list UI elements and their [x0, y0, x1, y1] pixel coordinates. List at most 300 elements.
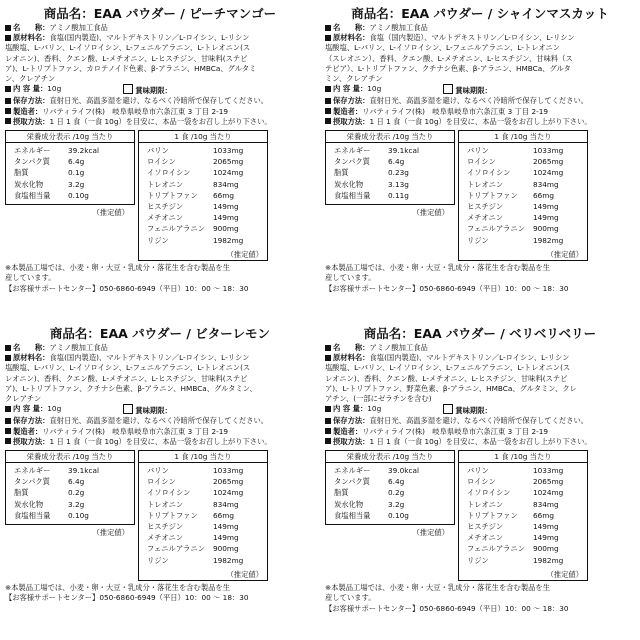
nutrition-row	[334, 476, 448, 487]
tables-row	[325, 130, 635, 261]
footer-line: 産しています。	[5, 273, 56, 283]
amino-header: 1 食 /10g 当たり	[139, 451, 267, 463]
nutrition-row	[14, 499, 128, 510]
name-label: 名 称：	[333, 343, 370, 352]
amino-table	[458, 450, 588, 581]
content-cell	[325, 84, 443, 96]
amino-name: メチオニン	[147, 533, 184, 543]
amino-name: ロイシン	[467, 477, 496, 487]
nutrition-value: 3.2g	[68, 499, 85, 509]
bullet-icon	[5, 86, 11, 92]
amino-value: 1024mg	[533, 168, 564, 178]
nutrition-header: 栄養成分表示 /10g 当たり	[326, 131, 454, 143]
nutrition-value: 0.11g	[388, 190, 409, 200]
footer-block	[5, 263, 315, 295]
nutrition-estimate-note: （推定値）	[412, 527, 449, 537]
amino-name: フェニルアラニン	[467, 544, 526, 554]
nutrition-row	[14, 179, 128, 190]
name-value: アミノ酸加工食品	[369, 343, 428, 352]
amino-table	[458, 130, 588, 261]
expiry-cell	[123, 404, 172, 416]
amino-row	[467, 499, 581, 510]
amino-row	[147, 476, 261, 487]
ingredients-line	[5, 33, 315, 43]
ingredients-label: 原材料名：	[13, 353, 50, 363]
footer-line: 産しています。	[325, 273, 376, 283]
amino-name: トリプトファン	[147, 510, 198, 520]
storage-row	[5, 96, 315, 106]
maker-value: リバティライフ(株) 岐阜県岐阜市六条江東 3 丁目 2-19	[42, 106, 229, 116]
amino-name: フェニルアラニン	[147, 544, 206, 554]
nutrition-name: 炭水化物	[14, 499, 44, 509]
amino-row	[467, 532, 581, 543]
nutrition-row	[14, 465, 128, 476]
content-label: 内 容 量：	[13, 404, 48, 414]
amino-name: バリン	[467, 466, 489, 476]
amino-name: ロイシン	[147, 157, 176, 167]
nutrition-body	[326, 143, 454, 204]
amino-value: 1982mg	[213, 235, 244, 245]
nutrition-row	[334, 179, 448, 190]
tables-row	[5, 450, 315, 581]
expiry-label: 賞味期限：	[135, 86, 172, 96]
product-label-peach-mango	[5, 5, 315, 315]
amino-value: 66mg	[213, 510, 235, 520]
footer-line: ※本製品工場では、小麦・卵・大豆・乳成分・落花生を含む製品を生	[325, 262, 551, 272]
amino-value: 2065mg	[533, 157, 564, 167]
intake-row	[325, 117, 635, 127]
amino-name: メチオニン	[467, 533, 504, 543]
nutrition-value: 39.1kcal	[388, 146, 419, 156]
amino-name: イソロイシン	[147, 488, 191, 498]
ingredients-line: （スレオニン）、香料、クエン酸、L-メチオニン、L-ヒスチジン、甘味料（ス	[325, 53, 573, 63]
amino-value: 66mg	[533, 510, 555, 520]
amino-row	[467, 521, 581, 532]
amino-row	[147, 510, 261, 521]
nutrition-column	[325, 130, 455, 261]
amino-row	[147, 201, 261, 212]
nutrition-name: エネルギー	[334, 146, 371, 156]
storage-value: 直射日光、高温多湿を避け、なるべく冷暗所で保存してください。	[49, 416, 269, 426]
amino-name: フェニルアラニン	[467, 224, 526, 234]
amino-row	[147, 555, 261, 566]
amino-row	[467, 465, 581, 476]
amino-value: 1982mg	[533, 235, 564, 245]
nutrition-row	[14, 487, 128, 498]
bullet-icon	[325, 108, 331, 114]
nutrition-body	[6, 463, 134, 524]
ingredients-line: クレアチン	[5, 394, 42, 404]
amino-row	[467, 212, 581, 223]
bullet-icon	[5, 418, 11, 424]
expiry-box	[443, 84, 453, 94]
ingredients-line: ン、クレアチン	[5, 74, 56, 84]
amino-name: メチオニン	[467, 213, 504, 223]
amino-value: 900mg	[213, 224, 239, 234]
amino-row	[467, 156, 581, 167]
amino-name: リジン	[147, 235, 169, 245]
product-title: 商品名：EAA パウダー / ビターレモン	[49, 326, 271, 341]
amino-name: トリプトファン	[467, 510, 518, 520]
amino-value: 1033mg	[213, 146, 244, 156]
amino-body	[139, 143, 267, 249]
name-row	[325, 343, 635, 353]
name-row	[5, 23, 315, 33]
amino-value: 149mg	[213, 521, 239, 531]
maker-row	[5, 427, 315, 437]
expiry-box	[443, 404, 453, 414]
bullet-icon	[5, 406, 11, 412]
intake-value: 1 日 1 食（一食 10g）を目安に、本品一袋をお召し上がり下さい。	[369, 116, 592, 126]
amino-estimate-note: （推定値）	[546, 249, 583, 259]
amino-value: 1024mg	[533, 488, 564, 498]
ingredients-text: 食塩(国内製造)、マルトデキストリン／L-ロイシン、L-リシン	[369, 353, 570, 363]
content-label: 内 容 量：	[333, 84, 368, 94]
tables-row	[325, 450, 635, 581]
amino-name: バリン	[147, 466, 169, 476]
nutrition-name: エネルギー	[334, 466, 371, 476]
ingredients-line	[5, 353, 315, 363]
nutrition-name: 脂質	[14, 168, 29, 178]
maker-value: リバティライフ(株) 岐阜県岐阜市六条江東 3 丁目 2-19	[362, 106, 549, 116]
bullet-icon	[5, 428, 11, 434]
nutrition-name: 食塩相当量	[334, 190, 371, 200]
amino-header: 1 食 /10g 当たり	[459, 451, 587, 463]
intake-label: 摂取方法：	[333, 436, 370, 446]
amino-row	[147, 543, 261, 554]
footer-line: 【お客様サポートセンター】050-6860-6949（平日）10：00 ～ 18：30	[325, 603, 569, 613]
amino-row	[147, 532, 261, 543]
amino-value: 834mg	[533, 179, 559, 189]
amino-row	[467, 167, 581, 178]
name-value: アミノ酸加工食品	[49, 23, 108, 32]
amino-name: トレオニン	[467, 499, 504, 509]
amino-name: ロイシン	[147, 477, 176, 487]
content-expiry-row	[325, 404, 635, 416]
amino-row	[147, 145, 261, 156]
name-label: 名 称：	[333, 23, 370, 32]
amino-value: 149mg	[533, 213, 559, 223]
nutrition-name: 脂質	[334, 168, 349, 178]
amino-row	[467, 510, 581, 521]
intake-row	[325, 437, 635, 447]
nutrition-header: 栄養成分表示 /10g 当たり	[6, 131, 134, 143]
amino-value: 2065mg	[213, 477, 244, 487]
amino-row	[147, 487, 261, 498]
amino-name: メチオニン	[147, 213, 184, 223]
product-label-bitter-lemon	[5, 325, 315, 635]
amino-row	[467, 487, 581, 498]
amino-name: ヒスチジン	[467, 521, 504, 531]
ingredients-label: 原材料名：	[333, 353, 370, 363]
amino-row	[467, 190, 581, 201]
amino-name: リジン	[467, 555, 489, 565]
amino-name: ヒスチジン	[147, 521, 184, 531]
nutrition-body	[6, 143, 134, 204]
amino-name: イソロイシン	[467, 168, 511, 178]
nutrition-value: 39.1kcal	[68, 466, 99, 476]
amino-estimate-note: （推定値）	[226, 249, 263, 259]
nutrition-value: 0.2g	[388, 488, 405, 498]
footer-line: ※本製品工場では、小麦・卵・大豆・乳成分・落花生を含む製品を生	[5, 582, 231, 592]
amino-row	[467, 201, 581, 212]
bullet-icon	[325, 25, 331, 31]
nutrition-row	[14, 190, 128, 201]
nutrition-estimate-note: （推定値）	[92, 207, 129, 217]
nutrition-table	[5, 130, 135, 205]
nutrition-row	[334, 499, 448, 510]
amino-table	[138, 450, 268, 581]
amino-value: 149mg	[533, 521, 559, 531]
nutrition-value: 6.4g	[388, 157, 405, 167]
amino-value: 1024mg	[213, 488, 244, 498]
content-cell	[5, 84, 123, 96]
maker-label: 製造者：	[333, 426, 363, 436]
expiry-label: 賞味期限：	[455, 86, 492, 96]
amino-value: 149mg	[213, 213, 239, 223]
product-label-very-berry	[325, 325, 635, 635]
product-label-shine-muscat	[325, 5, 635, 315]
nutrition-name: 脂質	[334, 488, 349, 498]
storage-value: 直射日光、高温多湿を避け、なるべく冷暗所で保存してください。	[369, 416, 589, 426]
amino-column	[138, 130, 268, 261]
storage-row	[5, 416, 315, 426]
nutrition-row	[334, 510, 448, 521]
expiry-box	[123, 404, 133, 414]
nutrition-row	[334, 465, 448, 476]
amino-name: トリプトファン	[467, 190, 518, 200]
ingredients-block	[325, 33, 635, 84]
nutrition-name: 炭水化物	[334, 499, 364, 509]
amino-name: リジン	[147, 555, 169, 565]
bullet-icon	[5, 35, 11, 41]
intake-row	[5, 117, 315, 127]
amino-value: 66mg	[213, 190, 235, 200]
amino-row	[147, 179, 261, 190]
amino-value: 834mg	[213, 499, 239, 509]
nutrition-name: タンパク質	[334, 477, 370, 487]
ingredients-line: 塩酸塩、L-バリン、L-イソロイシン、L-フェニルアラニン、L-トレオニン(ス	[325, 363, 571, 373]
nutrition-value: 39.2kcal	[68, 146, 99, 156]
bullet-icon	[325, 438, 331, 444]
ingredients-line: ア)、L-トリプトファン、カロテノイド色素、β-アラニン、HMBCa、グルタミ	[5, 63, 257, 73]
ingredients-text: 食塩(国内製造)、マルトデキストリン／L-ロイシン、L-リシン	[49, 353, 250, 363]
product-title: 商品名：EAA パウダー / ピーチマンゴー	[43, 6, 277, 21]
amino-name: バリン	[467, 146, 489, 156]
ingredients-line: アチン、(一部にゼラチンを含む)	[325, 394, 432, 404]
amino-name: イソロイシン	[147, 168, 191, 178]
amino-name: トレオニン	[147, 499, 184, 509]
intake-row	[5, 437, 315, 447]
intake-label: 摂取方法：	[13, 116, 50, 126]
amino-name: イソロイシン	[467, 488, 511, 498]
bullet-icon	[5, 355, 11, 361]
name-value: アミノ酸加工食品	[369, 23, 428, 32]
amino-name: リジン	[467, 235, 489, 245]
amino-name: トレオニン	[147, 179, 184, 189]
amino-body	[459, 463, 587, 569]
maker-value: リバティライフ(株) 岐阜県岐阜市六条江東 3 丁目 2-19	[42, 426, 229, 436]
bullet-icon	[325, 418, 331, 424]
bullet-icon	[325, 428, 331, 434]
ingredients-line: レオニン)、香料、クエン酸、L-メチオニン、L-ヒスチジン、甘味料(ステビ	[5, 373, 248, 383]
ingredients-line	[325, 353, 635, 363]
nutrition-row	[14, 510, 128, 521]
nutrition-row	[14, 476, 128, 487]
amino-row	[147, 465, 261, 476]
nutrition-row	[334, 145, 448, 156]
amino-value: 149mg	[533, 201, 559, 211]
ingredients-label: 原材料名：	[333, 33, 370, 43]
intake-label: 摂取方法：	[333, 116, 370, 126]
content-value: 10g	[47, 84, 62, 94]
amino-row	[147, 167, 261, 178]
amino-value: 900mg	[213, 544, 239, 554]
nutrition-value: 3.13g	[388, 179, 409, 189]
ingredients-block	[325, 353, 635, 404]
nutrition-table	[325, 450, 455, 525]
nutrition-value: 0.10g	[68, 190, 89, 200]
storage-row	[325, 96, 635, 106]
amino-value: 2065mg	[533, 477, 564, 487]
amino-name: フェニルアラニン	[147, 224, 206, 234]
nutrition-value: 39.0kcal	[388, 466, 419, 476]
nutrition-row	[14, 167, 128, 178]
content-value: 10g	[367, 84, 382, 94]
amino-header: 1 食 /10g 当たり	[459, 131, 587, 143]
nutrition-name: タンパク質	[14, 477, 50, 487]
nutrition-name: 脂質	[14, 488, 29, 498]
name-label: 名 称：	[13, 343, 50, 352]
amino-row	[467, 476, 581, 487]
product-title: 商品名：EAA パウダー / ベリベリベリー	[363, 326, 597, 341]
nutrition-row	[14, 156, 128, 167]
amino-column	[458, 450, 588, 581]
amino-value: 1033mg	[213, 466, 244, 476]
nutrition-name: 食塩相当量	[14, 510, 51, 520]
nutrition-value: 0.2g	[68, 488, 85, 498]
expiry-cell	[443, 404, 492, 416]
bullet-icon	[325, 86, 331, 92]
storage-row	[325, 416, 635, 426]
footer-line: ※本製品工場では、小麦・卵・大豆・乳成分・落花生を含む製品を生	[5, 262, 231, 272]
amino-value: 149mg	[213, 533, 239, 543]
amino-row	[467, 223, 581, 234]
storage-value: 直射日光、高温多湿を避け、なるべく冷暗所で保存してください。	[369, 96, 589, 106]
nutrition-row	[334, 156, 448, 167]
tables-row	[5, 130, 315, 261]
amino-name: ヒスチジン	[467, 201, 504, 211]
ingredients-line	[325, 33, 635, 43]
maker-row	[325, 107, 635, 117]
amino-name: バリン	[147, 146, 169, 156]
nutrition-column	[325, 450, 455, 581]
amino-name: ロイシン	[467, 157, 496, 167]
bullet-icon	[5, 118, 11, 124]
bullet-icon	[325, 345, 331, 351]
nutrition-name: タンパク質	[334, 157, 370, 167]
nutrition-table	[5, 450, 135, 525]
maker-label: 製造者：	[13, 426, 43, 436]
amino-value: 1982mg	[213, 555, 244, 565]
amino-table	[138, 130, 268, 261]
ingredients-text: 食塩(国内製造)、マルトデキストリン／L-ロイシン、L-リシン	[49, 33, 250, 43]
amino-row	[467, 179, 581, 190]
amino-row	[467, 543, 581, 554]
nutrition-value: 3.2g	[388, 499, 405, 509]
amino-estimate-note: （推定値）	[546, 569, 583, 579]
nutrition-table	[325, 130, 455, 205]
amino-value: 1033mg	[533, 146, 564, 156]
amino-value: 900mg	[533, 544, 559, 554]
amino-value: 66mg	[533, 190, 555, 200]
amino-value: 900mg	[533, 224, 559, 234]
ingredients-line: ミン、クレアチン	[325, 74, 383, 84]
nutrition-value: 0.23g	[388, 168, 409, 178]
maker-label: 製造者：	[333, 106, 363, 116]
expiry-box	[123, 84, 133, 94]
amino-row	[147, 235, 261, 246]
content-label: 内 容 量：	[13, 84, 48, 94]
amino-value: 149mg	[533, 533, 559, 543]
intake-label: 摂取方法：	[13, 436, 50, 446]
amino-value: 1033mg	[533, 466, 564, 476]
amino-row	[147, 212, 261, 223]
ingredients-line: レオニン)、香料、クエン酸、L-メチオニン、L-ヒスチジン、甘味料(ステビ	[5, 53, 248, 63]
product-title: 商品名：EAA パウダー / シャインマスカット	[351, 6, 609, 21]
ingredients-line: テビア）、L-トリプトファン、クチナシ色素、β-アラニン、HMBCa、グルタ	[325, 63, 571, 73]
amino-row	[147, 190, 261, 201]
ingredients-label: 原材料名：	[13, 33, 50, 43]
name-row	[325, 23, 635, 33]
footer-block	[325, 583, 635, 615]
nutrition-row	[334, 487, 448, 498]
nutrition-header: 栄養成分表示 /10g 当たり	[6, 451, 134, 463]
nutrition-row	[334, 167, 448, 178]
storage-value: 直射日光、高温多湿を避け、なるべく冷暗所で保存してください。	[49, 96, 269, 106]
amino-value: 2065mg	[213, 157, 244, 167]
storage-label: 保存方法：	[333, 96, 370, 106]
amino-value: 1982mg	[533, 555, 564, 565]
amino-row	[467, 145, 581, 156]
ingredients-line: 塩酸塩、L-バリン、L-イソロイシン、L-フェニルアラニン、L-トレオニン(ス	[5, 363, 251, 373]
nutrition-value: 6.4g	[68, 477, 85, 487]
content-cell	[325, 404, 443, 416]
amino-body	[459, 143, 587, 249]
nutrition-name: 炭水化物	[14, 179, 44, 189]
bullet-icon	[5, 438, 11, 444]
amino-value: 834mg	[533, 499, 559, 509]
footer-line: 【お客様サポートセンター】050-6860-6949（平日）10：00 ～ 18：30	[5, 593, 249, 603]
amino-row	[467, 235, 581, 246]
amino-row	[147, 521, 261, 532]
footer-line: 【お客様サポートセンター】050-6860-6949（平日）10：00 ～ 18：30	[325, 283, 569, 293]
amino-name: ヒスチジン	[147, 201, 184, 211]
amino-header: 1 食 /10g 当たり	[139, 131, 267, 143]
nutrition-name: エネルギー	[14, 466, 51, 476]
nutrition-name: タンパク質	[14, 157, 50, 167]
content-label: 内 容 量：	[333, 404, 368, 414]
name-value: アミノ酸加工食品	[49, 343, 108, 352]
ingredients-line: レオニン)、香料、クエン酸、L-メチオニン、L-ヒスチジン、甘味料(ステビ	[325, 373, 568, 383]
content-value: 10g	[47, 404, 62, 414]
bullet-icon	[325, 98, 331, 104]
nutrition-estimate-note: （推定値）	[92, 527, 129, 537]
nutrition-value: 0.1g	[68, 168, 85, 178]
content-value: 10g	[367, 404, 382, 414]
nutrition-body	[326, 463, 454, 524]
amino-name: トリプトファン	[147, 190, 198, 200]
